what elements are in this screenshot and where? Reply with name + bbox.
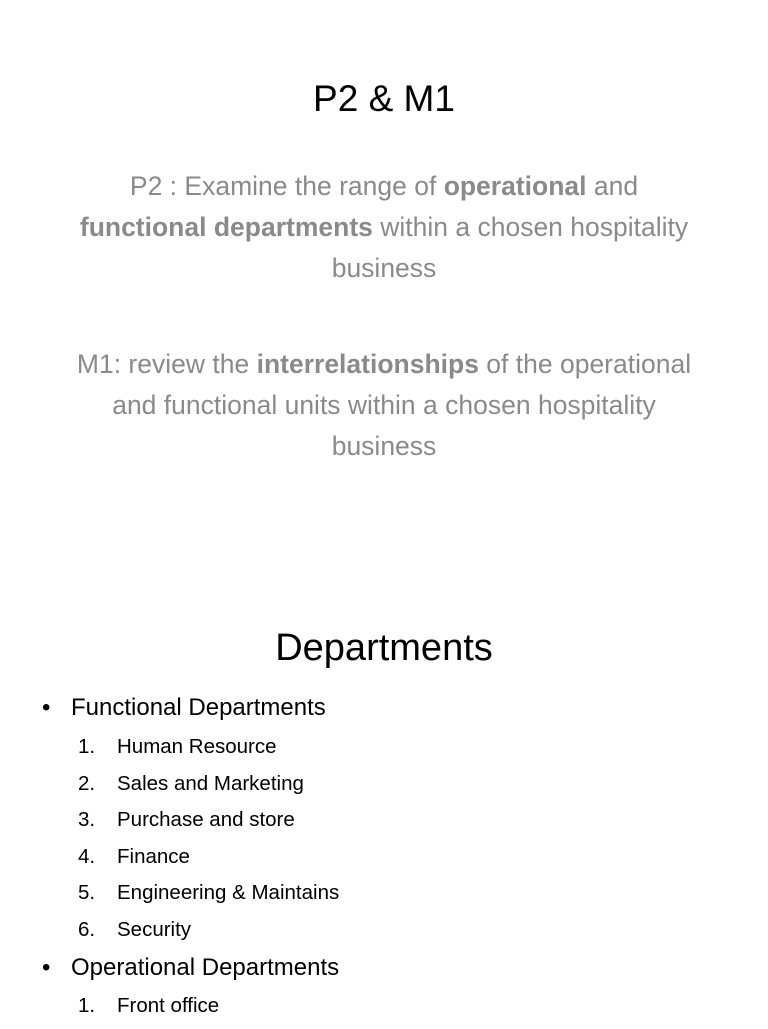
m1-text-2: of the operational and functional units within a chosen hospitality business bbox=[112, 349, 692, 461]
p2-text-2: and bbox=[586, 171, 639, 201]
list-text: Human Resource bbox=[117, 735, 277, 758]
list-number: 3. bbox=[78, 808, 96, 831]
p2-bold-operational: operational bbox=[443, 171, 587, 201]
m1-bold-interrelationships: interrelationships bbox=[256, 349, 479, 379]
slide-1-title: P2 & M1 bbox=[313, 78, 455, 119]
list-text: Security bbox=[117, 917, 192, 941]
list-number: 4. bbox=[78, 844, 96, 868]
list-item bbox=[78, 843, 339, 880]
functional-departments-bullet bbox=[42, 692, 326, 724]
list-item bbox=[78, 770, 339, 807]
functional-departments-label: Functional Departments bbox=[71, 694, 326, 721]
bullet-dot: • bbox=[42, 694, 51, 721]
list-text: Finance bbox=[117, 844, 190, 868]
list-text: Front office bbox=[117, 994, 220, 1017]
list-number: 5. bbox=[78, 881, 96, 904]
functional-departments-list bbox=[78, 733, 339, 952]
list-item bbox=[78, 733, 339, 770]
list-number: 2. bbox=[78, 771, 96, 795]
bullet-dot: • bbox=[42, 954, 51, 981]
p2-bold-functional-departments: functional departments bbox=[79, 212, 373, 242]
m1-text-1: M1: review the bbox=[76, 349, 257, 379]
list-item bbox=[78, 879, 339, 916]
list-text: Engineering & Maintains bbox=[117, 881, 340, 904]
list-text: Sales and Marketing bbox=[117, 771, 304, 795]
operational-departments-label: Operational Departments bbox=[71, 954, 340, 981]
operational-departments-list bbox=[78, 992, 219, 1029]
list-text: Purchase and store bbox=[117, 808, 295, 831]
list-number: 1. bbox=[78, 735, 96, 758]
operational-departments-bullet bbox=[42, 952, 339, 984]
p2-text-3: within a chosen hospitality business bbox=[331, 212, 689, 283]
list-item bbox=[78, 916, 339, 953]
p2-text-1: P2 : Examine the range of bbox=[129, 171, 444, 201]
m1-description bbox=[60, 344, 708, 467]
p2-description bbox=[60, 166, 708, 289]
list-item bbox=[78, 992, 219, 1029]
list-number: 1. bbox=[78, 994, 96, 1017]
list-number: 6. bbox=[78, 917, 96, 941]
slide-2-title: Departments bbox=[275, 627, 493, 669]
list-item bbox=[78, 806, 339, 843]
